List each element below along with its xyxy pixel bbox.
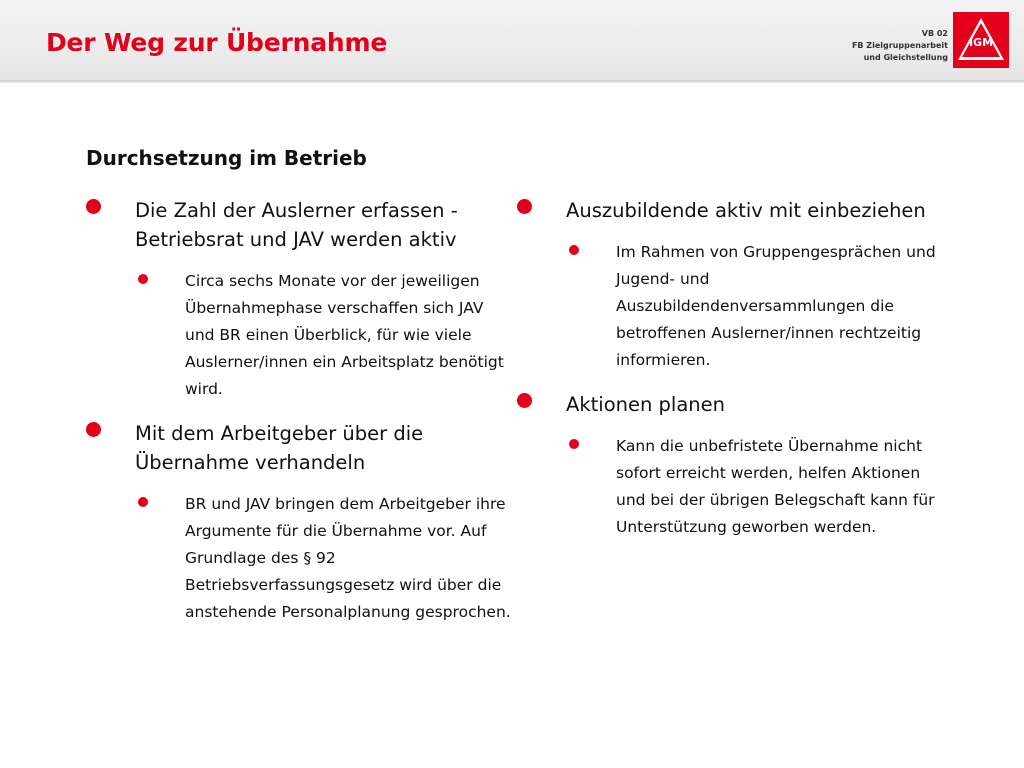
- department-name: FB Zielgruppenarbeit: [851, 41, 948, 50]
- section-subtitle: Durchsetzung im Betrieb: [86, 146, 367, 170]
- sub-bullet-text: Circa sechs Monate vor der jeweiligen Übernahmephase verschaffen sich JAV und BR einen Überblick, für wie viele Auslerner/innen ein Arbeitsplatz benötigt wird.: [185, 272, 504, 398]
- bullet-item: [86, 419, 514, 477]
- bullet-dot-icon: [86, 199, 101, 214]
- sub-bullet-item: [86, 491, 514, 626]
- sub-bullet-text: BR und JAV bringen dem Arbeitgeber ihre Argumente für die Übernahme vor. Auf Grundlage des § 92 Betriebsverfassungsgesetz wird über die anstehende Personalplanung gesprochen.: [185, 495, 511, 621]
- header-divider: [0, 80, 1024, 83]
- bullet-text: Die Zahl der Auslerner erfassen - Betriebsrat und JAV werden aktiv: [135, 199, 458, 251]
- bullet-text: Aktionen planen: [566, 393, 725, 416]
- bullet-dot-icon: [517, 199, 532, 214]
- sub-bullet-item: [517, 239, 947, 374]
- department-label: [852, 28, 948, 64]
- sub-bullet-dot-icon: [138, 274, 148, 284]
- department-code: VB 02: [921, 29, 948, 38]
- bullet-dot-icon: [517, 393, 532, 408]
- ig-metall-logo-icon: [953, 12, 1009, 68]
- bullet-item: [86, 196, 514, 254]
- sub-bullet-text: Im Rahmen von Gruppengesprächen und Jugend- und Auszubildendenversammlungen die betroffenen Auslerner/innen rechtzeitig informieren.: [616, 243, 936, 369]
- bullet-item: [517, 390, 947, 419]
- bullet-text: Mit dem Arbeitgeber über die Übernahme verhandeln: [135, 422, 424, 474]
- sub-bullet-dot-icon: [569, 439, 579, 449]
- department-name-2: und Gleichstellung: [863, 53, 948, 62]
- sub-bullet-dot-icon: [569, 245, 579, 255]
- logo-lettering: IGM: [968, 36, 994, 49]
- right-column: [517, 196, 947, 541]
- bullet-dot-icon: [86, 422, 101, 437]
- bullet-text: Auszubildende aktiv mit einbeziehen: [566, 199, 926, 222]
- page-title: Der Weg zur Übernahme: [46, 28, 388, 57]
- sub-bullet-text: Kann die unbefristete Übernahme nicht sofort erreicht werden, helfen Aktionen und bei der übrigen Belegschaft kann für Unterstützung geworben werden.: [616, 437, 935, 536]
- bullet-item: [517, 196, 947, 225]
- sub-bullet-item: [517, 433, 947, 541]
- sub-bullet-dot-icon: [138, 497, 148, 507]
- left-column: [86, 196, 514, 626]
- sub-bullet-item: [86, 268, 514, 403]
